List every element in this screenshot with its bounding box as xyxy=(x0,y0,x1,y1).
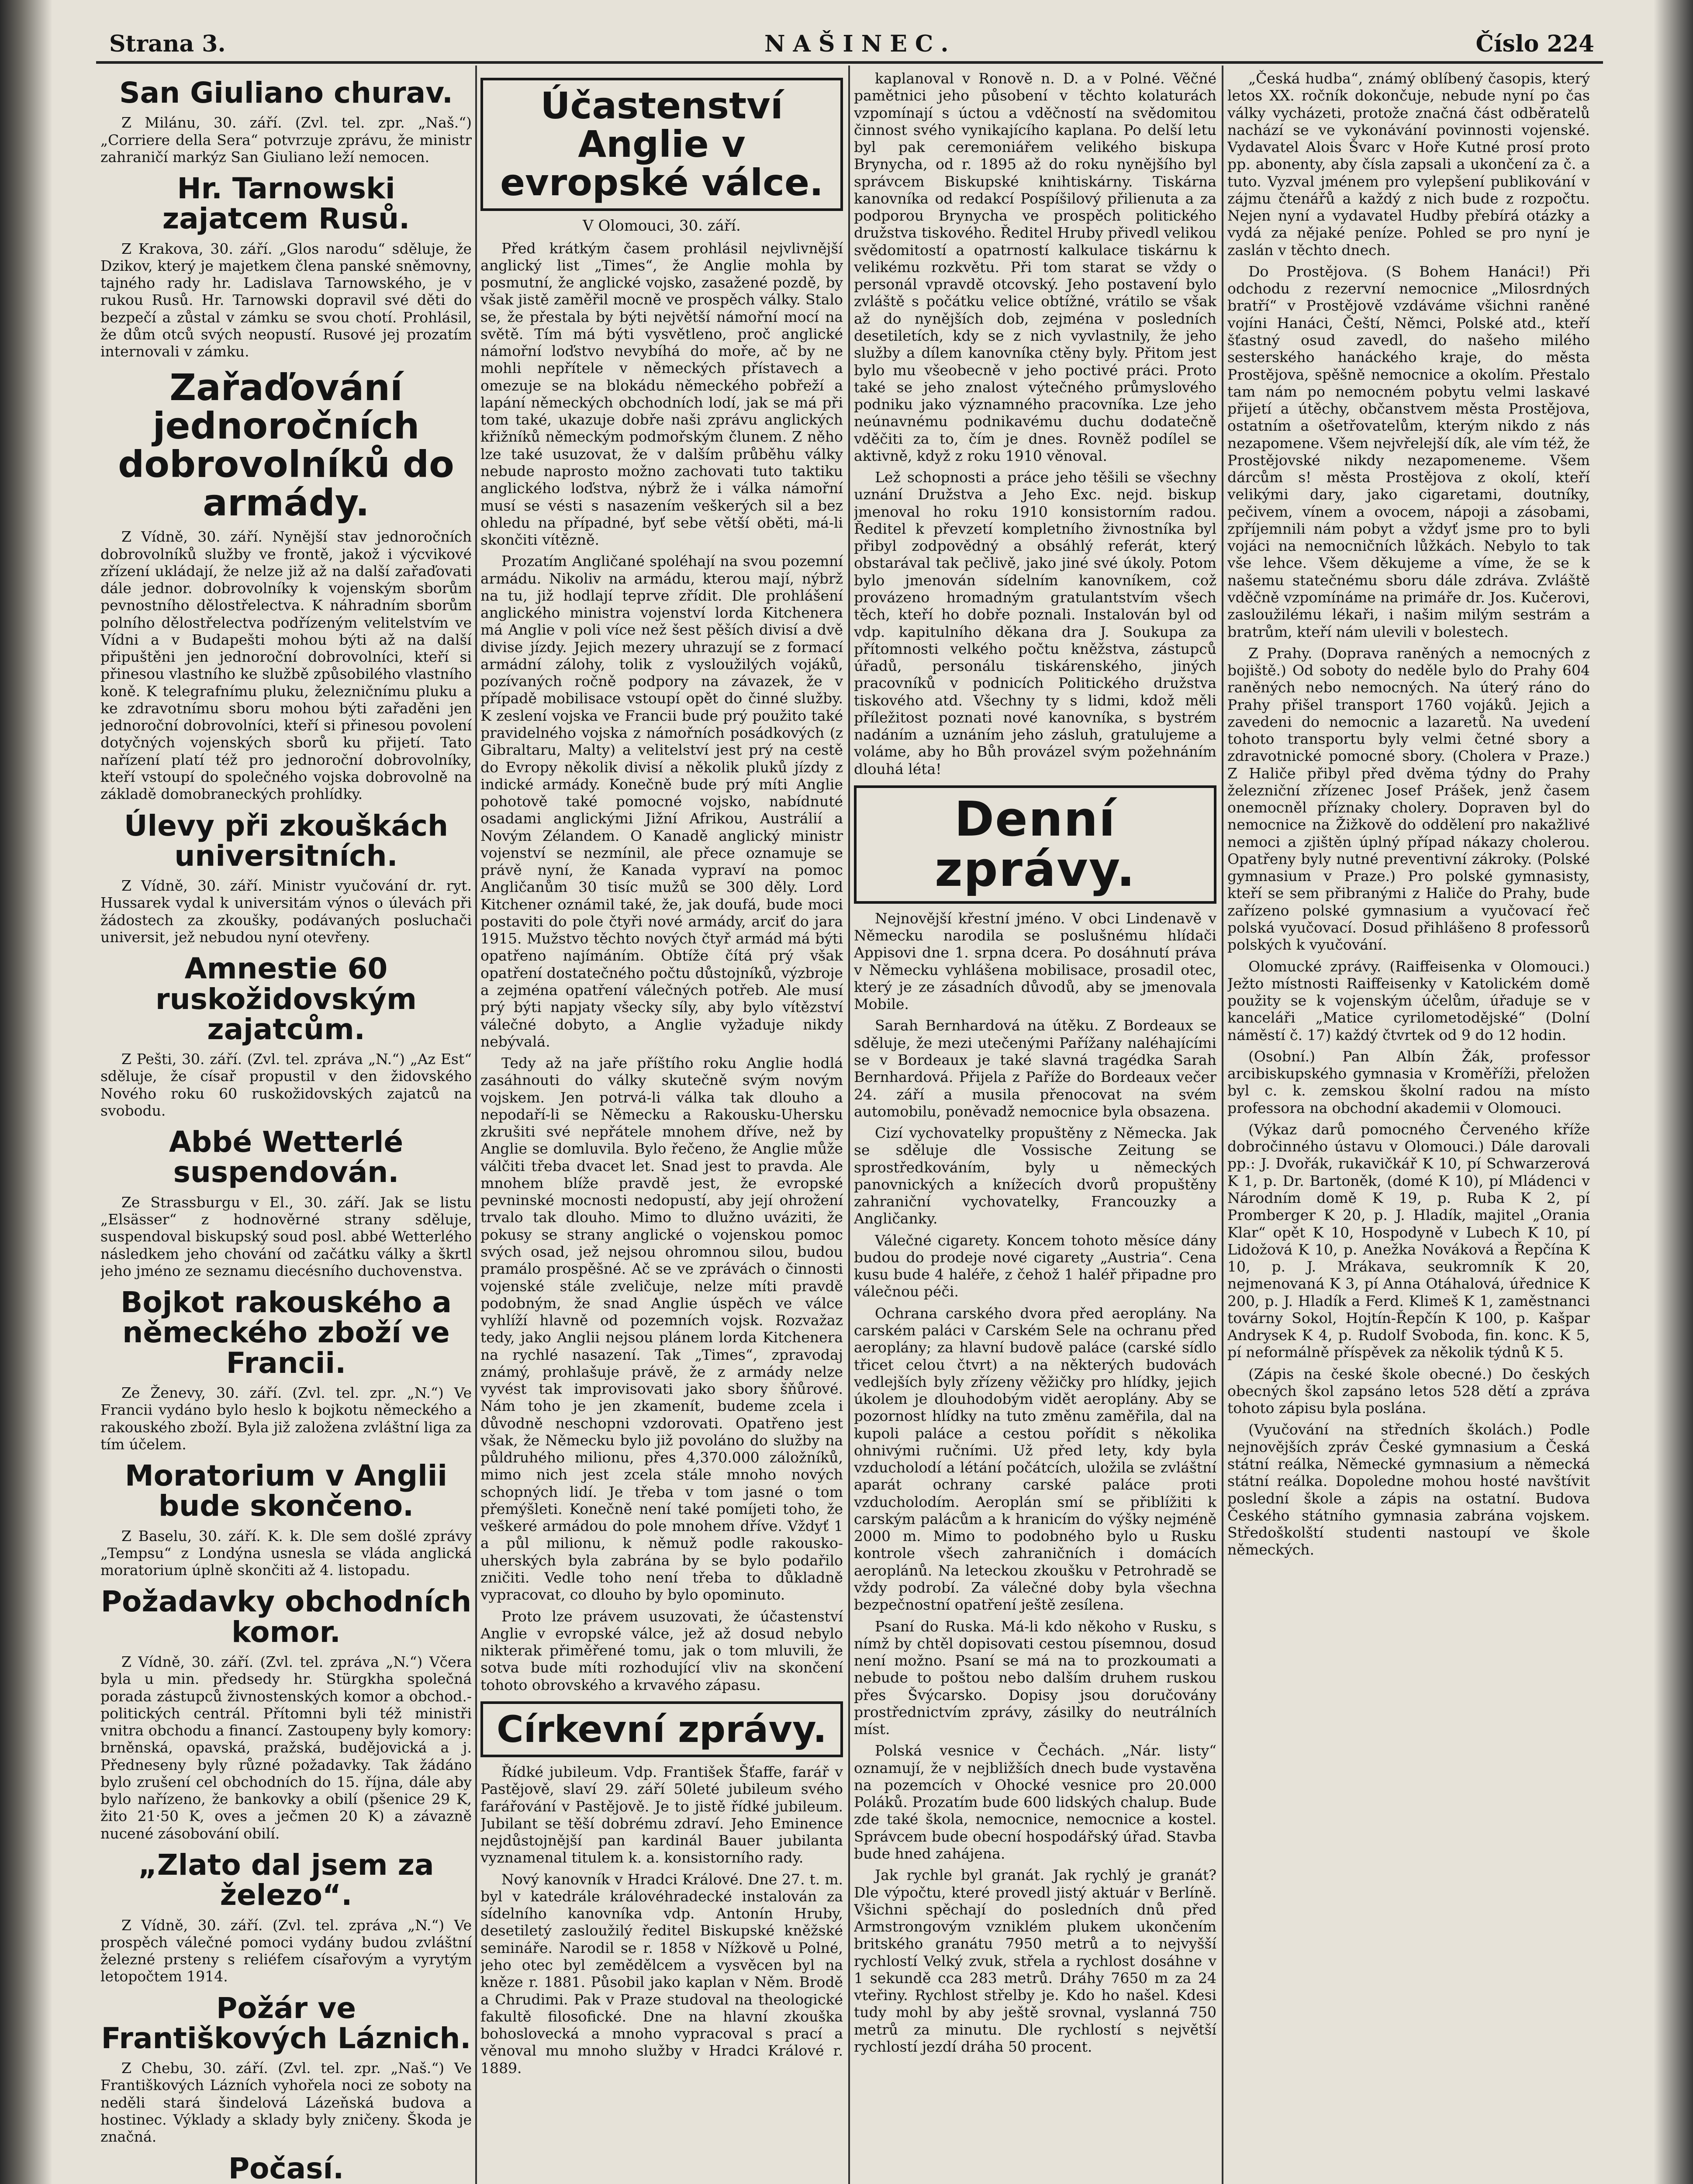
article-paragraph: Sarah Bernhardová na útěku. Z Bordeaux se sděluje, že mezi utečenými Pařížany naléhajícími se v Bordeaux je také slavná tragédka Sarah Bernhardová. Přijela z Paříže do Bordeaux večer 24. září a musila přenocovat na svém automobilu, poněvadž nemocnice byla obsazena. xyxy=(854,1017,1216,1120)
top-rule xyxy=(96,61,1603,64)
article-headline: Hr. Tarnowski zajatcem Rusů. xyxy=(162,172,410,236)
article-paragraph: Nejnovější křestní jméno. V obci Lindenavě v Německu narodila se poslušnému hlídači Appisovi dne 1. srpna dcera. Po dosáhnutí práva v Německu vyhlášena mobilisace, prosadil otec, který je ze zásadních důvodů, aby se jmenovala Mobile. xyxy=(854,909,1216,1013)
article-paragraph: kaplanoval v Ronově n. D. a v Polné. Věčné pamětnici jeho působení v těchto kolaturách vzpomínají s úctou a vděčností na svědomitou činnost svého vynikajícího kaplana. Po delší letu byl pak ceremoniářem velikého biskupa Brynycha, od r. 1895 až do roku nynějšího byl správcem Biskupské knihtiskárny. Tiskárna kanovníka od redakcí Pospíšilový přilienuta a za podporou Brynycha ve prospěch politického družstva tiskového. Ředitel Hruby přivedl velikou svědomitostí a opatrností kalkulace tiskárnu k velikému rozkvětu. Při tom starat se vždy o personál vpravdě otcovský. Jeho postavení bylo zvláště s počátku velice obtížné, vrátilo se však až do nynějších dob, zejména v posledních desetiletích, kdy se z nich vyvlastnily, že jeho služby a dílem kanovníka ctěny byly. Přitom jest bylo mu všeobecně v jeho poctivé práci. Proto také se jeho znalost výtečného průmyslového podniku jako významného pracovníka. Lze jeho neúnavnému podnikavému duchu dodatečně vděčiti za to, čím je dnes. Rovněž podílel se aktivně, když z roku 1910 věnoval. xyxy=(854,70,1216,464)
article-paragraph: Proto lze právem usuzovati, že účastenství Anglie v evropské válce, jež až dosud nebylo nikterak přiměřené tomu, jak o tom mluvili, že sotva bude míti rozhodující vliv na skončení tohoto obrovského a krvavého zápasu. xyxy=(480,1607,843,1693)
article-headline: Požár ve Františkových Láznich. xyxy=(101,1991,471,2055)
article-headline: Abbé Wetterlé suspendován. xyxy=(169,1125,404,1189)
masthead-title: NAŠINEC. xyxy=(764,31,957,57)
article-paragraph: Nový kanovník v Hradci Králové. Dne 27. t. m. byl v katedrále královéhradecké instalován za sídelního kanovníka vdp. Antonín Hruby, desetiletý zasloužilý ředitel Biskupské kněžské semináře. Narodil se r. 1858 v Nížkově u Polné, jeho otec byl zemědělcem a vysvěcen byl na kněze r. 1881. Působil jako kaplan v Něm. Brodě a Chrudimi. Pak v Praze studoval na theologické fakultě filosofické. Dne na hlavní zkouška bohoslovecká a mnoho vypracoval s prací a věnoval mu mnoho služby v Hradci Králové r. 1889. xyxy=(480,1870,843,2077)
article-paragraph: Polská vesnice v Čechách. „Nár. listy“ oznamují, že v nejbližších dnech bude vystavěna na pozemcích v Ohocké vesnice pro 20.000 Poláků. Prozatím bude 600 lidských chalup. Bude zde také škola, nemocnice, nemocnice a kostel. Správcem bude obecní hospodářský úřad. Stavba bude hned zahájena. xyxy=(854,1742,1216,1862)
article-paragraph: Tedy až na jaře příštího roku Anglie hodlá zasáhnouti do války skutečně svým novým vojskem. Jen potrvá-li válka tak dlouho a nepodaří-li se Německu a Rakousku-Uhersku zkrušiti své nepřátele mnohem dříve, než by Anglie se domluvila. Bylo řečeno, že Anglie může válčiti třeba dvacet let. Snad jest to pravda. Ale mnohem blíže pravdě jest, že evropské pevninské mocnosti nedopustí, aby její ohrožení trvalo tak dlouho. Mimo to dlužno uváziti, že pokusy se strany anglické o vojenskou pomoc svých osad, jež nejsou ohromnou silou, budou pramálo prospěšné. Ač se ve zprávách o činnosti vojenské stále zveličuje, nelze míti pravdě podobným, že snad Anglie úspěch ve válce vyhlíží hlavně od pozemních vojsk. Rozvažaz tedy, jako Anglii nejsou plánem lorda Kitchenera na rychlé nasazení. Tak „Times“, zpravodaj známý, prohlašuje právě, že z armády nelze vyvést tak improvisovati jako sbory šňůrové. Nám toho je jen zkamenít, budeme zcela i důvodně neschopni vzdorovati. Opatřeno jest však, že Německu bylo již povoláno do služby na půldruhého milionu, přes 4,370.000 záložníků, mimo nich jest zcela stále mnoho nových schopných lidí. Je třeba v tom jasné o tom přemýšleti. Konečně není také pomíjeti toho, že veškeré armádou do pole mnohem dříve. Vždyť 1 a půl milionu, k němuž podle rakousko-uherských byla zabrána by se bylo podařilo zničiti. Vedle toho není třeba to důkladně vypracovat, co dlouho by bylo opominuto. xyxy=(480,1054,843,1603)
article-headline: Amnestie 60 ruskožidovským zajatcům. xyxy=(155,952,417,1046)
column-4 xyxy=(1227,70,1590,2184)
article-paragraph: Z Chebu, 30. září. (Zvl. tel. zpr. „Naš.“) Ve Františkových Lázních vyhořela noci ze soboty na neděli stará šindelová Lázeňská budova a hostinec. Výklady a sklady byly zničeny. Škoda je značná. xyxy=(100,2060,472,2146)
article-paragraph: Z Milánu, 30. září. (Zvl. tel. zpr. „Naš.“) „Corriere della Sera“ potvrzuje zprávu, že ministr zahraničí markýz San Giuliano leží nemocen. xyxy=(100,114,472,166)
article-paragraph: (Vyučování na středních školách.) Podle nejnovějších zpráv České gymnasium a Česká státní reálka, Německé gymnasium a německá státní reálka. Dopoledne mohou hosté navštívit poslední škole a zápis na ostatní. Budova Českého státního gymnasia zabrána vojskem. Středoškolští studenti nastoupí ve škole německých. xyxy=(1227,1421,1590,1559)
article-headline: „Zlato dal jsem za železo“. xyxy=(138,1848,434,1912)
article-paragraph: „Česká hudba“, známý oblíbený časopis, který letos XX. ročník dokončuje, nebude nyní po čas války vycházeti, protože značná část odběratelů nachází se ve vykonávání povinnosti vojenské. Vydavatel Alois Švarc v Hoře Kutné prosí proto pp. abonenty, aby čísla zapsali a ukončení za č. a tuto. Vyzval jménem pro vylepšení publikování v zájmu čtenářů a každý z nich bude z rozpočtu. Nejen nyní a vydavatel Hudby přebírá otázky a vydá za nějaké peníze. Pohled se pro nyní je zaslán v těchto dnech. xyxy=(1227,70,1590,259)
article-paragraph: (Výkaz darů pomocného Červeného kříže dobročinného ústavu v Olomouci.) Dále darovali pp.: J. Dvořák, rukavičkář K 10, pí Schwarzerová K 1, p. Dr. Bartoněk, (domé K 10), pí Mládenci v Národním domě K 19, p. Ruba K 2, pí Promberger K 20, p. J. Hladík, majitel „Orania Klar“ opět K 10, Hospodyně v Lubech K 10, pí Lidožová K 10, p. Anežka Nováková a Řepčína K 10, p. J. Mrákava, seukromník K 20, nejmenovaná K 3, pí Anna Otáhalová, úřednice K 200, p. J. Hladík a Ferd. Klimeš K 1, zaměstnanci továrny Sokol, Hojtín-Řepčín K 100, p. Kašpar Andrysek K 4, p. Rudolf Svoboda, fin. konc. K 5, pí neformálně příspěvek za několik týdnů K 5. xyxy=(1227,1120,1590,1361)
article-headline: Církevní zprávy. xyxy=(480,1701,843,1757)
article-paragraph: Ze Ženevy, 30. září. (Zvl. tel. zpr. „N.“) Ve Francii vydáno bylo heslo k bojkotu německého a rakouského zboží. Byla již založena zvláštní liga za tím účelem. xyxy=(100,1384,472,1453)
article-paragraph: Z Vídně, 30. září. Nynější stav jednoročních dobrovolníků služby ve frontě, jakož i výcvikové zřízení ukládají, že nelze již až na další zařaďovati dále jednor. dobrovolníky k vojenským sborům pevnostního dělostřelectva. K náhradním sborům polního dělostřelectva podřízeným velitelstvím ve Vídni a v Budapešti mohou býti až na další připuštěni jen jednoroční dobrovolníci, kteří si přinesou vlastního ke službě způsobilého vlastního koně. K telegrafnímu pluku, železničnímu pluku a ke zdravotnímu sboru mohou býti zařaděni jen jednoroční dobrovolníci, kteří si přinesou povolení dotyčných vojenských sborů ku přijetí. Tato nařízení platí též pro jednoroční dobrovolníky, kteří vstoupí do společného vojska dobrovolně na základě domobraneckých prohlídky. xyxy=(100,528,472,803)
article-headline: Denní zprávy. xyxy=(854,785,1216,904)
article-paragraph: Olomucké zprávy. (Raiffeisenka v Olomouci.) Ježto místnosti Raiffeisenky v Katolickém domě použity se k vojenským účelům, úřaduje se v kanceláři „Matice cyrilometodějské“ (Dolní náměstí č. 17) každý čtvrtek od 9 do 12 hodin. xyxy=(1227,957,1590,1044)
article-paragraph: (Osobní.) Pan Albín Žák, professor arcibiskupského gymnasia v Kroměříži, přeložen byl c. k. zemskou školní radou na místo professora na obchodní akademii v Olomouci. xyxy=(1227,1047,1590,1116)
article-paragraph: Lež schopnosti a práce jeho těšili se všechny uznání Družstva a Jeho Exc. nejd. biskup jmenoval ho roku 1910 konsistorním radou. Ředitel k převzetí kompletního živnostníka byl přibyl zodpovědný a obsáhlý referát, který obstarával tak pečlivě, jako jiné své úkoly. Potom bylo jmenován sídelním kanovníkem, což provázeno hromadným gratulantstvím všech těch, kteří ho dobře poznali. Instalován byl od vdp. kapitulního děkana dra J. Soukupa za přítomnosti velkého počtu kněžstva, zástupců úřadů, personálu tiskárenského, jiných pracovníků v podnicích Politického družstva tiskového atd. Všechny ty s lidmi, kdož měli příležitost poznati nové kanovníka, s bystrém nadáním a uznáním jeho zásluh, gratulujeme a voláme, aby ho Bůh provázel svým požehnáním dlouhá léta! xyxy=(854,469,1216,778)
article-paragraph: Prozatím Angličané spoléhají na svou pozemní armádu. Nikoliv na armádu, kterou mají, nýbrž na tu, již hodlají teprve zřídit. Dle prohlášení anglického ministra vojenství lorda Kitchenera má Anglie v poli více než šest pěších divisí a dvě divise jízdy. Jejich mezery uhrazují se z formací armádní zálohy, tolik z vysloužilých vojáků, pozívaných ročně podpory na závazek, že v případě mobilisace vstoupí opět do činné služby. K zeslení vojska ve Francii bude prý použito také pravidelného vojska z námořních posádkových (z Gibraltaru, Malty) a velitelství jest prý na cestě do Evropy několik divisí a několik pluků jízdy z indické armády. Konečně bude prý míti Anglie pohotově také pomocné vojsko, nabídnuté osadami anglickými Jižní Afrikou, Austrálií a Novým Zélandem. O Kanadě anglický ministr vojenství se nezmínil, ale přece oznamuje se právě nyní, že Kanada vypraví na pomoc Angličanům 30 tisíc mužů se 300 děly. Lord Kitchener oznámil také, že, jak doufá, bude moci postaviti do pole čtyři nové armády, arciť do jara 1915. Mužstvo těchto nových čtyř armád má býti opatřeno najímáním. Obtíže čítá prý však opatření dostatečného počtu důstojníků, výzbroje a zejména opatření válečných potřeb. Ale musí prý býti napjaty všecky síly, aby bylo vítězství válečné dobyto, a Anglie vyžaduje nikdy nebývalá. xyxy=(480,553,843,1050)
column-rule xyxy=(1222,66,1223,2184)
article-paragraph: Z Baselu, 30. září. K. k. Dle sem došlé zprávy „Tempsu“ z Londýna usnesla se vláda anglická moratorium úplně skončiti až 4. listopadu. xyxy=(100,1527,472,1579)
article-paragraph: Před krátkým časem prohlásil nejvlivnější anglický list „Times“, že Anglie mohla by posmutní, že anglické vojsko, zasažené pozdě, by však jistě zaměřil mocně ve prospěch války. Stalo se, že přestala by býti největší námořní mocí na světě. Tím má býti vysvětleno, proč anglické námořní loďstvo nevybíhá do moře, ač by ne mohli nepřítele v německých přístavech a omezuje se na blokádu německého pobřeží a lapání německých obchodních lodí, jak se má při tom také, ukazuje dobře naši zprávu anglických křižníků německým podmořským člunem. Z něho lze také usuzovat, že v dalším průběhu války nebude naprosto možno zachovati tuto taktiku anglického loďstva, nýbrž že i válka námořní musí se vésti s nasazením veškerých sil a bez ohledu na případné, byť sebe větší oběti, má-li skončiti vítězně. xyxy=(480,239,843,549)
article-headline: Bojkot rakouského a německého zboží ve Francii. xyxy=(121,1286,452,1380)
article-headline: San Giuliano churav. xyxy=(119,76,453,110)
article-paragraph: Ochrana carského dvora před aeroplány. Na carském paláci v Carském Sele na ochranu před aeroplány; za hlavní budově paláce (carské sídlo třicet celou čtvrt) a na některých budovách vedlejších byly zřízeny věžičky pro hlídky, jejich úkolem je dlouhodobým vidět aeroplány. Aby se pozornost hlídky na tuto změnu zaměřila, dal na kupoli paláce a cestou pořídit s několika ohnivými ručními. Už před lety, kdy byla vzducholodí a létání počátcích, uložila se zvláštní aparát ochrany carské paláce proti vzducholodím. Aeroplán smí se přiblížiti k carským palácům a k hranicím do výšky nejméně 2000 m. Mimo to podobného bylo u Rusku kontrole všech zahraničních i domácích aeroplánů. Na leteckou zkoušku v Petrohradě se vždy podrobí. Za válečné doby byla všechna bezpečnostní opatření ještě zesílena. xyxy=(854,1304,1216,1614)
issue-number: Číslo 224 xyxy=(1475,31,1594,57)
article-paragraph: Z Vídně, 30. září. Ministr vyučování dr. ryt. Hussarek vydal k universitám výnos o úlevách při žádostech za zkoušky, podávaných posluchači universit, jež nebudou nyní otevřeny. xyxy=(100,877,472,946)
scan-shadow-right xyxy=(1654,0,1693,2184)
article-paragraph: Z Krakova, 30. září. „Glos narodu“ sděluje, že Dzikov, který je majetkem člena panské sněmovny, tajného rady hr. Ladislava Tarnowského, je v rukou Rusů. Hr. Tarnowski dopravil své děti do bezpečí a zůstal v zámku se svou chotí. Prohlásil, že dům otců svých neopustí. Rusové jej prozatím internovali v zámku. xyxy=(100,240,472,360)
article-paragraph: Ze Strassburgu v El., 30. září. Jak se listu „Elsässer“ z hodnověrné strany sděluje, suspendoval biskupský soud posl. abbé Wetterlého následkem jeho chování od začátku války a škrtl jeho jméno ze seznamu diecésního duchovenstva. xyxy=(100,1193,472,1279)
column-2 xyxy=(480,70,843,2184)
column-3 xyxy=(854,70,1216,2184)
article-headline: Počasí. xyxy=(228,2151,344,2184)
article-paragraph: Z Prahy. (Doprava raněných a nemocných z bojiště.) Od soboty do neděle bylo do Prahy 604 raněných nebo nemocných. Na úterý ráno do Prahy přišel transport 1760 vojáků. Jejich a zavedeni do nemocnic a lazaretů. Na uvedení tohoto transportu byly velmi četné sbory a zdravotnické pomocné sbory. (Cholera v Praze.) Z Haliče přibyl před dvěma týdny do Prahy železniční zřízenec Josef Prášek, jenž časem onemocněl příznaky cholery. Dopraven byl do nemocnice na Žižkově do oddělení pro nakažlivé nemoci a zjištěn úplný případ nákazy cholerou. Opatřeny byly nutné preventivní zákroky. (Polské gymnasium v Praze.) Pro polské gymnasisty, kteří se sem přibranými z Haliče do Prahy, bude zařízeno polské gymnasium a vyučovací řeč polská vyučovací. Dosud přihlášeno 8 professorů polských k vyučování. xyxy=(1227,644,1590,954)
page-number: Strana 3. xyxy=(109,31,226,57)
article-paragraph: Cizí vychovatelky propuštěny z Německa. Jak se sděluje dle Vossische Zeitung se sprostředkováním, byly u německých panovnických a knížecích dvorů propuštěny zahraniční vychovatelky, Francouzky a Angličanky. xyxy=(854,1124,1216,1227)
article-headline: Úlevy při zkouškách universitních. xyxy=(124,809,449,873)
article-headline: Moratorium v Anglii bude skončeno. xyxy=(124,1459,448,1523)
article-paragraph: Z Vídně, 30. září. (Zvl. tel. zpráva „N.“) Ve prospěch válečné pomoci vydány budou zvláštní železné prsteny s reliéfem císařovým a vyrytým letopočtem 1914. xyxy=(100,1916,472,1985)
scan-shadow-left xyxy=(0,0,52,2184)
article-paragraph: Řídké jubileum. Vdp. František Šťaffe, farář v Pastějově, slaví 29. září 50leté jubileum svého farářování v Pastějově. Je to jistě řídké jubileum. Jubilant se těší dobrému zdraví. Jeho Eminence nejdůstojnější pan kardinál Bauer jubilanta vyznamenal titulem k. a. konsistorního rady. xyxy=(480,1763,843,1866)
article-paragraph: Psaní do Ruska. Má-li kdo někoho v Rusku, s nímž by chtěl dopisovati cestou písemnou, dosud není možno. Psaní se má na to prozkoumati a nebude to poštou nebo dalším druhem ruskou přes Švýcarsko. Dopisy jsou doručovány prostřednictvím zprávy, zásilky do neutrálních míst. xyxy=(854,1617,1216,1738)
article-paragraph: Z Vídně, 30. září. (Zvl. tel. zpráva „N.“) Včera byla u min. předsedy hr. Stürgkha společná porada zástupců živnostenských komor a obchod.-politických centrál. Přítomni byli též ministři vnitra obchodu a financí. Zastoupeny byly komory: brněnská, opavská, pražská, budějovická a j. Předneseny byly různé požadavky. Tak žádáno bylo zrušení cel obchodních do 15. října, dále aby bylo nařízeno, že bankovky a obilí (pšenice 29 K, žito 21·50 K, oves a ječmen 20 K) a závazně nucené zásobování obilí. xyxy=(100,1653,472,1842)
article-paragraph: (Zápis na české škole obecné.) Do českých obecných škol zapsáno letos 528 dětí a zpráva tohoto zápisu byla poslána. xyxy=(1227,1365,1590,1417)
article-headline: Požadavky obchodních komor. xyxy=(100,1585,472,1649)
running-head xyxy=(109,31,1594,61)
column-rule xyxy=(848,66,850,2184)
column-1 xyxy=(100,70,472,2184)
dateline: V Olomouci, 30. září. xyxy=(583,217,741,235)
article-headline: Účastenství Anglie v evropské válce. xyxy=(480,78,843,211)
article-paragraph: Válečné cigarety. Koncem tohoto měsíce dány budou do prodeje nové cigarety „Austria“. Cena kusu bude 4 haléře, z čehož 1 haléř připadne pro válečnou péči. xyxy=(854,1231,1216,1300)
article-paragraph: Z Pešti, 30. září. (Zvl. tel. zpráva „N.“) „Az Est“ sděluje, že císař propustil v den židovského Nového roku 60 ruskožidovských zajatců na svobodu. xyxy=(100,1051,472,1119)
article-headline: Zařaďování jednoročních dobrovolníků do armády. xyxy=(118,366,454,525)
column-rule xyxy=(475,66,477,2184)
article-paragraph: Jak rychle byl granát. Jak rychlý je granát? Dle výpočtu, které provedl jistý aktuár v Berlíně. Všichni spěchají do posledních dnů před Armstrongovým vzniklém plukem ukončením britského granátu 7950 metrů a to nejvyšší rychlostí Velký zvuk, střela a rychlost dosáhne v 1 sekundě cca 283 metrů. Dráhy 7650 m za 24 vteřiny. Rychlost střelby je. Kdo ho našel. Kdesi tudy mohl by aby ještě srovnal, vyslanná 750 metrů za minutu. Dle rychlostí s největší rychlostí jezdí dráha 50 procent. xyxy=(854,1866,1216,2055)
article-paragraph: Do Prostějova. (S Bohem Hanáci!) Při odchodu z rezervní nemocnice „Milosrdných bratří“ v Prostějově vzdáváme všichni raněné vojíni Hanáci, Čeští, Němci, Polské atd., kteří šťastný osud zavedl, do našeho milého sesterského hanáckého kraje, do města Prostějova, spěšně nemocnice a okolím. Přestalo tam nám po nemocném pobytu velmi laskavé přijetí a útěchy, občanstvem města Prostějova, ostatním a ošetřovatelům, kterým nikdo z nás nezapomene. Všem nejvřelejší dík, ale vím též, že Prostějovské nikdy nezapomeneme. Všem dárcům s! města Prostějova z okolí, kteří velikými dary, jako cigaretami, doutníky, pečivem, vínem a ovocem, nápoji a zásobami, zpříjemnili nám pobyt a vždyť jsme pro to byli vojáci na nemocničních lůžkách. Nebylo to tak vše lehce. Všem děkujeme a víme, že se k našemu statečnému sboru dále zdráva. Zvláště vděčně vzpomínáme na primáře dr. Jos. Kučerovi, zasloužilému lékaři, i našim milým sestrám a bratrům, kteří nám ulevili v bolestech. xyxy=(1227,263,1590,640)
